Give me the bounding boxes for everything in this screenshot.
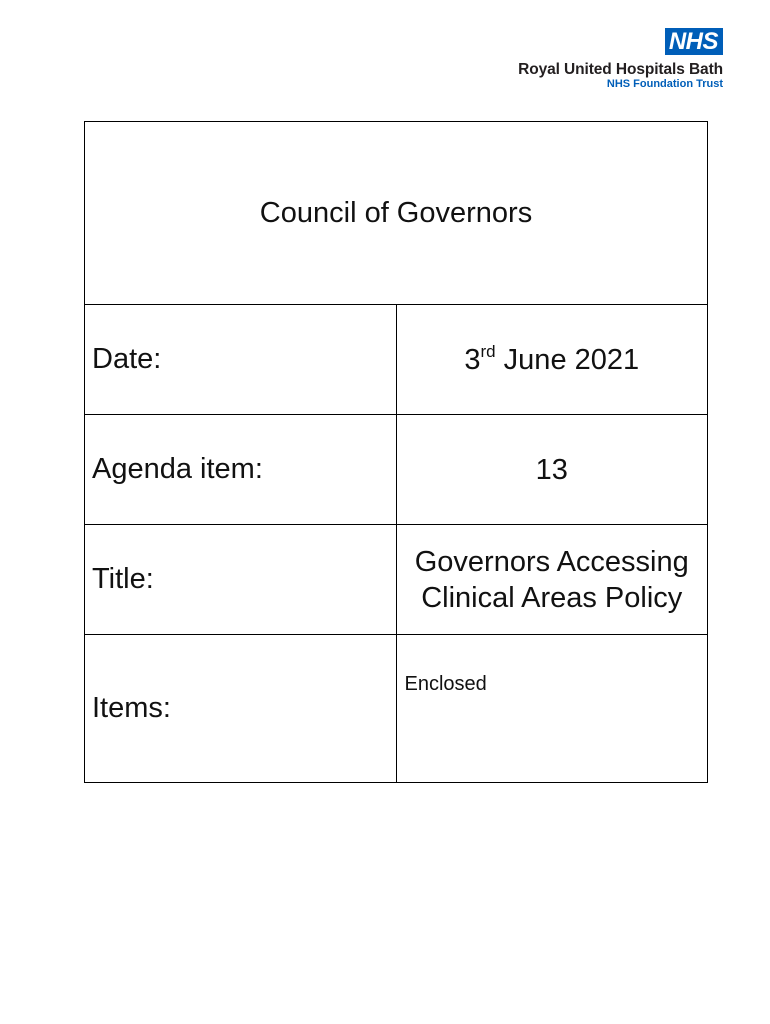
items-row — [85, 635, 708, 783]
organisation-subtitle: NHS Foundation Trust — [606, 78, 723, 90]
document-heading: Council of Governors — [85, 122, 708, 305]
title-value-line-1: Governors Accessing — [414, 545, 689, 578]
agenda-item-row — [85, 415, 708, 525]
date-value — [396, 305, 708, 415]
title-label: Title: — [85, 525, 397, 635]
date-month-year: June 2021 — [495, 343, 640, 376]
title-value — [396, 525, 708, 635]
title-row — [85, 525, 708, 635]
organisation-name: Royal United Hospitals Bath — [518, 61, 723, 78]
date-ordinal: rd — [480, 341, 496, 361]
nhs-badge: NHS — [665, 28, 723, 55]
items-value: Enclosed — [396, 635, 708, 783]
date-row — [85, 305, 708, 415]
date-label: Date: — [85, 305, 397, 415]
date-day: 3 — [464, 343, 481, 376]
items-label: Items: — [85, 635, 397, 783]
title-value-line-2: Clinical Areas Policy — [421, 581, 683, 614]
agenda-item-label: Agenda item: — [85, 415, 397, 525]
nhs-trust-logo — [518, 28, 723, 91]
agenda-item-value: 13 — [396, 415, 708, 525]
cover-sheet-table — [84, 121, 708, 783]
